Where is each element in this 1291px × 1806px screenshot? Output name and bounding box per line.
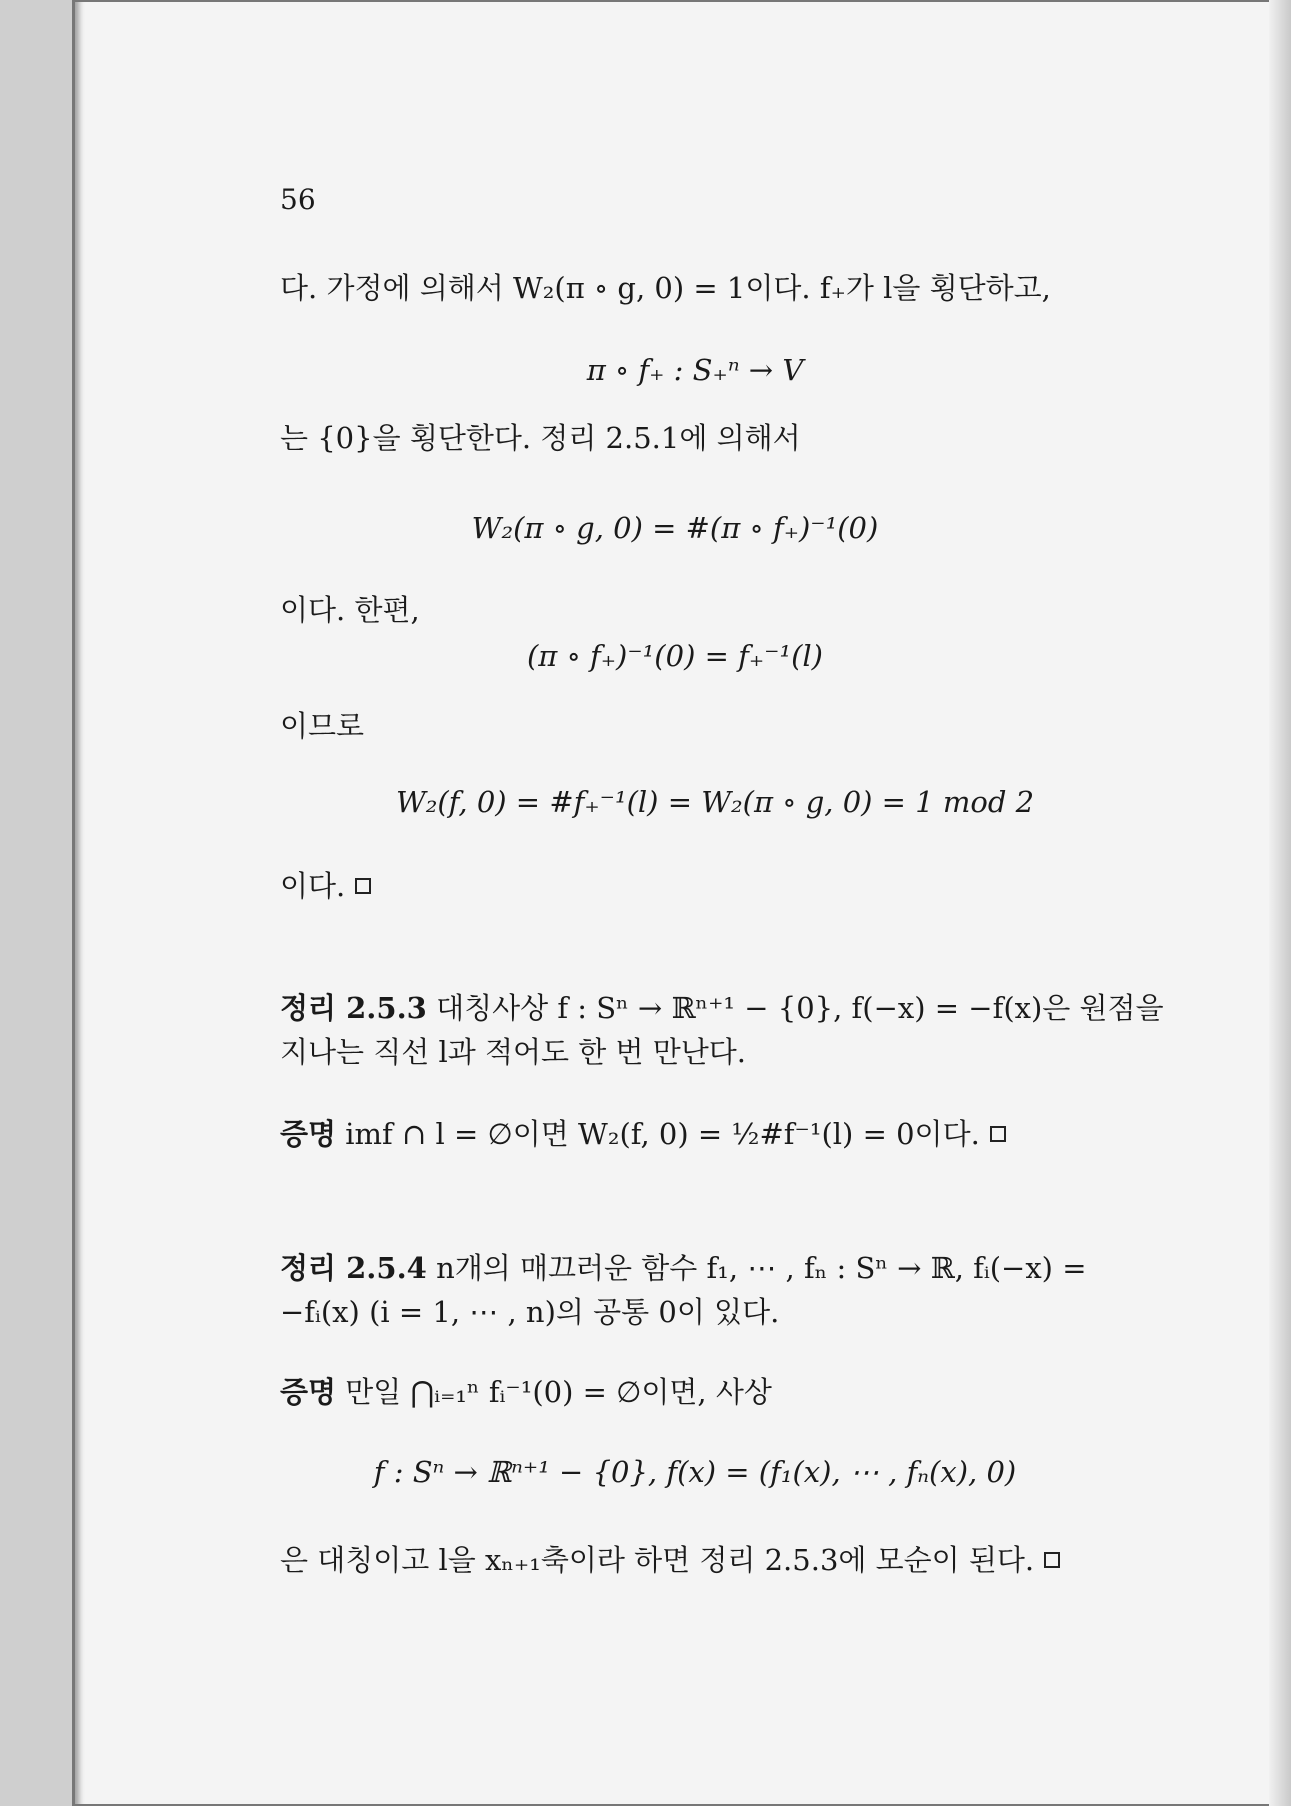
qed-square-icon	[990, 1126, 1006, 1142]
theorem-label: 정리 2.5.4	[280, 1251, 427, 1285]
page-number: 56	[280, 183, 316, 216]
proof-text: imf ∩ l = ∅이면 W₂(f, 0) = ½#f⁻¹(l) = 0이다.	[345, 1117, 980, 1151]
theorem-2-5-3-line2: 지나는 직선 l과 적어도 한 번 만난다.	[280, 1035, 746, 1069]
theorem-2-5-4-line2: −fᵢ(x) (i = 1, ⋯ , n)의 공통 0이 있다.	[280, 1295, 780, 1329]
equation: (π ∘ f₊)⁻¹(0) = f₊⁻¹(l)	[526, 639, 823, 673]
equation: W₂(π ∘ g, 0) = #(π ∘ f₊)⁻¹(0)	[471, 511, 879, 545]
page-top-border	[72, 0, 1291, 2]
theorem-2-5-3-line1	[280, 988, 1164, 1028]
qed-square-icon	[355, 878, 371, 894]
text-line: 이므로	[280, 709, 365, 743]
equation: W₂(f, 0) = #f₊⁻¹(l) = W₂(π ∘ g, 0) = 1 mod 2	[395, 785, 1035, 819]
proof-label: 증명	[280, 1117, 337, 1151]
equation: f : Sⁿ → ℝⁿ⁺¹ − {0}, f(x) = (f₁(x), ⋯ , fₙ(x), 0)	[373, 1455, 1017, 1489]
theorem-text: 대칭사상 f : Sⁿ → ℝⁿ⁺¹ − {0}, f(−x) = −f(x)은 원점을	[436, 991, 1164, 1025]
theorem-2-5-4-line1	[280, 1248, 1087, 1288]
proof-2-5-4-line1	[280, 1372, 772, 1412]
equation: π ∘ f₊ : S₊ⁿ → V	[586, 353, 804, 387]
text-line: 는 {0}을 횡단한다. 정리 2.5.1에 의해서	[280, 421, 801, 455]
text-line: 이다. 한편,	[280, 593, 420, 627]
text-span: 이다.	[280, 869, 346, 903]
proof-text: 만일 ⋂ᵢ₌₁ⁿ fᵢ⁻¹(0) = ∅이면, 사상	[345, 1375, 772, 1409]
text-line: 다. 가정에 의해서 W₂(π ∘ g, 0) = 1이다. f₊가 l을 횡단하고,	[280, 271, 1051, 305]
proof-2-5-4-line2	[280, 1540, 1060, 1580]
proof-text: 은 대칭이고 l을 xₙ₊₁축이라 하면 정리 2.5.3에 모순이 된다.	[280, 1543, 1035, 1577]
page-right-edge	[1269, 0, 1291, 1806]
text-line	[280, 866, 371, 906]
qed-square-icon	[1044, 1552, 1060, 1568]
proof-2-5-3	[280, 1114, 1006, 1154]
theorem-text: n개의 매끄러운 함수 f₁, ⋯ , fₙ : Sⁿ → ℝ, fᵢ(−x) =	[436, 1251, 1087, 1285]
proof-label: 증명	[280, 1375, 337, 1409]
theorem-label: 정리 2.5.3	[280, 991, 427, 1025]
